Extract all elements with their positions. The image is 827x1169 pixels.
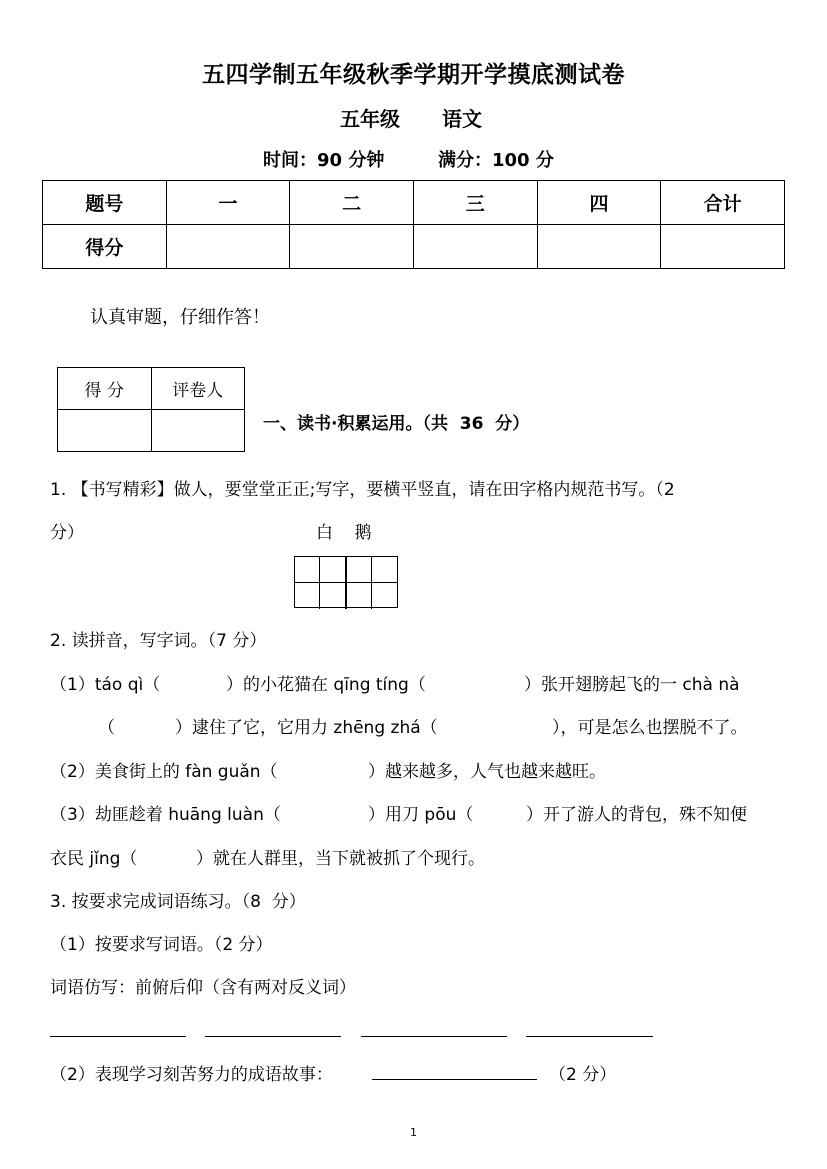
q2-line3-a: （2）美食街上的 fàn guǎn（ — [50, 762, 278, 782]
q2-line3-b: ）越来越多，人气也越来越旺。 — [368, 762, 606, 782]
full-score: 满分：100 分 — [438, 150, 554, 171]
q3-imitate-instruction: 词语仿写：前俯后仰（含有两对反义词） — [50, 978, 356, 998]
instruction-text: 认真审题，仔细作答！ — [90, 307, 270, 328]
section-1-title: 一、读书·积累运用。（共 36 分） — [263, 414, 530, 434]
answer-blank[interactable] — [205, 1036, 341, 1037]
tianzige-grid[interactable] — [294, 556, 398, 608]
idiom-story-blank[interactable] — [372, 1079, 537, 1080]
grader-name-cell[interactable] — [151, 410, 245, 452]
q2-line1-c: ）张开翅膀起飞的一 chà nà — [524, 675, 740, 695]
score-row-label: 得分 — [43, 225, 167, 269]
exam-title: 五四学制五年级秋季学期开学摸底测试卷 — [202, 62, 625, 88]
q2-line4-c: ）开了游人的背包，殊不知便 — [526, 805, 747, 825]
score-table-header-cell: 题号 — [43, 181, 167, 225]
q2-line4-a: （3）劫匪趁着 huāng luàn（ — [50, 805, 281, 825]
q2-line1-b: ）的小花猫在 qīng tíng（ — [226, 675, 426, 695]
score-cell[interactable] — [290, 225, 414, 269]
q3-sub2-score: （2 分） — [549, 1065, 617, 1085]
q3-sub1: （1）按要求写词语。（2 分） — [50, 935, 273, 955]
q2-line2-a: （ — [98, 718, 115, 738]
score-table-header-cell: 二 — [290, 181, 414, 225]
subject-label: 语文 — [442, 107, 482, 131]
score-cell[interactable] — [537, 225, 661, 269]
score-table — [42, 180, 785, 269]
grader-score-cell[interactable] — [58, 410, 152, 452]
score-table-header-cell: 三 — [413, 181, 537, 225]
grader-name-label: 评卷人 — [151, 368, 245, 410]
q1-text-line1: 1. 【书写精彩】做人，要堂堂正正;写字，要横平竖直，请在田字格内规范书写。（2 — [50, 480, 675, 500]
score-table-score-row — [43, 225, 785, 269]
q1-text-line2: 分） — [50, 523, 84, 543]
q2-line2-c: ），可是怎么也摆脱不了。 — [552, 718, 748, 738]
score-cell[interactable] — [413, 225, 537, 269]
q2-line2-b: ）逮住了它，它用力 zhēng zhá（ — [175, 718, 438, 738]
q2-line1-a: （1）táo qì（ — [50, 675, 161, 695]
score-table-header-cell: 合计 — [661, 181, 785, 225]
q3-title: 3. 按要求完成词语练习。（8 分） — [50, 892, 306, 912]
answer-blank[interactable] — [526, 1036, 653, 1037]
score-table-header-row — [43, 181, 785, 225]
score-cell[interactable] — [661, 225, 785, 269]
answer-blank[interactable] — [50, 1036, 186, 1037]
q2-line5-a: 衣民 jǐng（ — [50, 849, 138, 869]
score-table-header-cell: 四 — [537, 181, 661, 225]
q2-line4-b: ）用刀 pōu（ — [368, 805, 474, 825]
q1-characters: 白 鹅 — [316, 523, 372, 543]
grade-label: 五年级 — [340, 107, 400, 131]
grader-box — [57, 367, 245, 452]
page-number: 1 — [410, 1126, 417, 1139]
answer-blank[interactable] — [361, 1036, 507, 1037]
time-limit: 时间：90 分钟 — [263, 150, 385, 171]
q3-sub2: （2）表现学习刻苦努力的成语故事： — [50, 1065, 333, 1085]
grader-score-label: 得 分 — [58, 368, 152, 410]
score-table-header-cell: 一 — [166, 181, 290, 225]
q2-title: 2. 读拼音，写字词。（7 分） — [50, 631, 267, 651]
score-cell[interactable] — [166, 225, 290, 269]
q2-line5-b: ）就在人群里，当下就被抓了个现行。 — [196, 849, 485, 869]
